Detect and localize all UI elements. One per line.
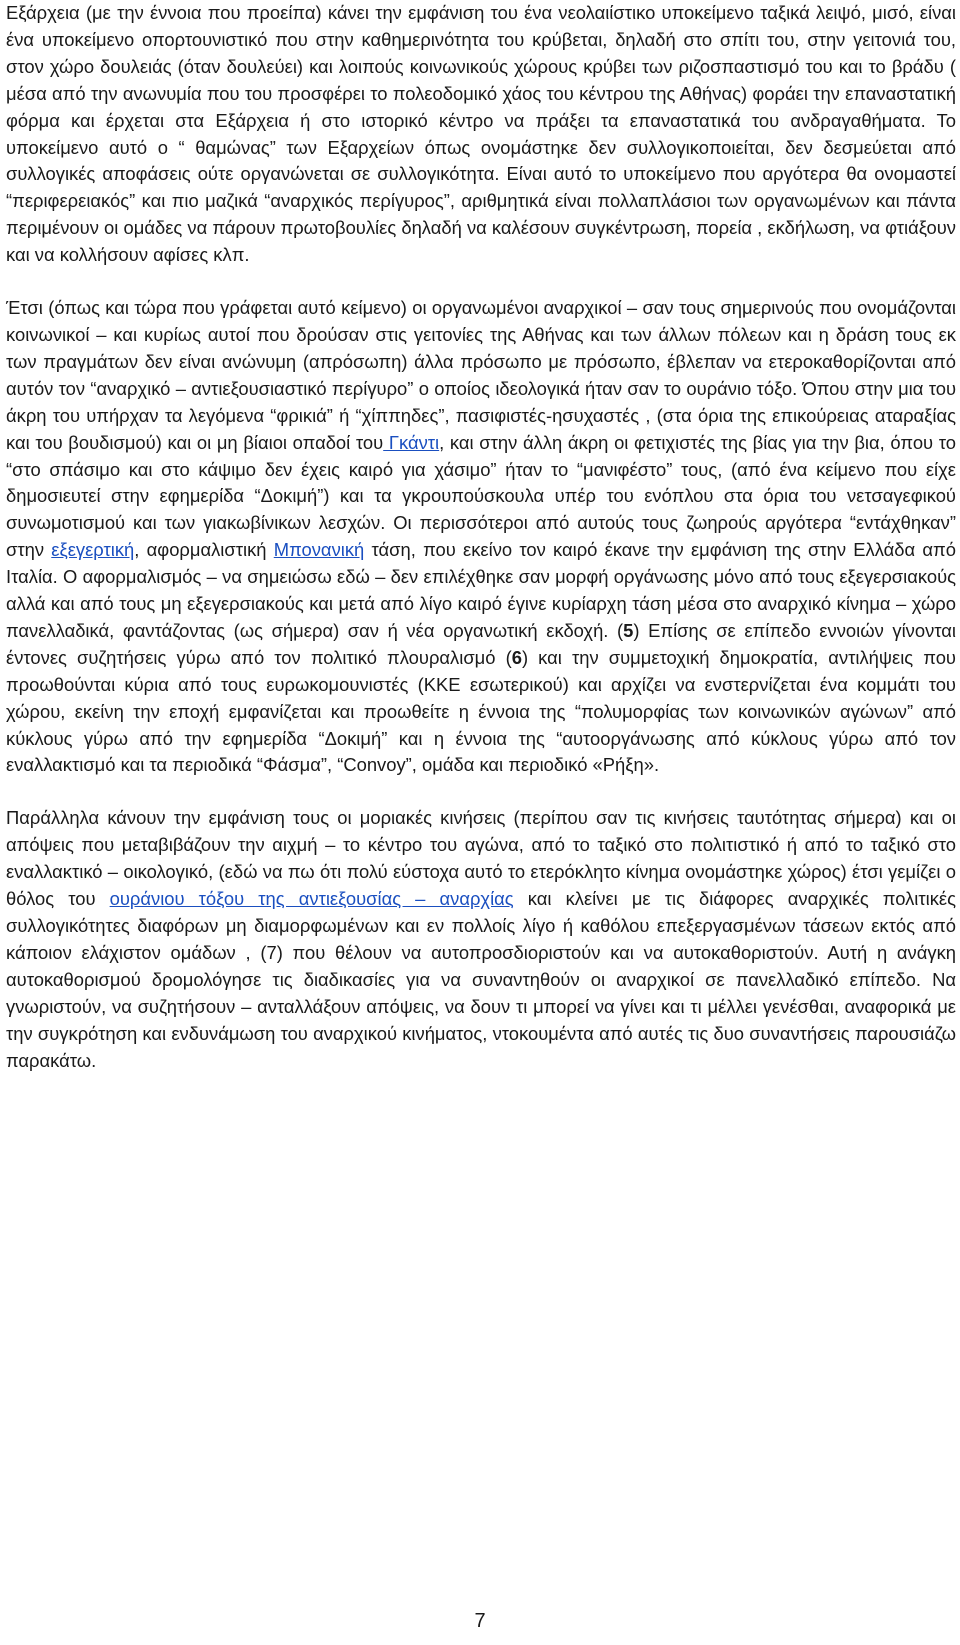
footnote-ref-5: 5 (623, 619, 634, 641)
paragraph-1 (6, 0, 956, 269)
link-rainbow-of-anti-authority[interactable]: ουράνιου τόξου της αντιεξουσίας – αναρχίας (109, 888, 514, 910)
paragraph-2-text-5: ) Επίσης σε επίπεδο εννοιών γίνονται έντονες συζητήσεις γύρω από τον πολιτικό πλουραλισμό ( (6, 619, 956, 668)
link-insurrectionist[interactable]: εξεγερτική (51, 539, 135, 561)
paragraph-2-text-1: Έτσι (όπως και τώρα που γράφεται αυτό κείμενο) οι οργανωμένοι αναρχικοί – σαν τους σημερινούς που ονομάζονται κοινωνικοί – και κυρίως αυτοί που δρούσαν στις γειτονίες της Αθήνας και των άλλων πόλεων και η δράση τους εκ των πραγμάτων δεν είναι ανώνυμη (απρόσωπη) άλλα πρόσωπο με πρόσωπο, έβλεπαν να ετεροκαθορίζονται από αυτόν τον “αναρχικό – αντιεξουσιαστικό περίγυρο” ο οποίος ιδεολογικά ήταν σαν το ουράνιο τόξο. Όπου στην μια του άκρη του υπήρχαν τα λεγόμενα “φρικιά” ή “χίππηδες”, πασιφιστές-ησυχαστές , (στα όρια της επικούρειας αταραξίας και του βουδισμού) και οι μη βίαιοι οπαδοί του (6, 297, 956, 453)
paragraph-3-text-2: και κλείνει με τις διάφορες αναρχικές πολιτικές συλλογικότητες διαφόρων μη διαμορφωμένων και εν πολλοίς λίγο ή καθόλου επεξεργασμένων τάσεων εκτός από κάποιον ελάχιστον ομάδων , (7) που θέλουν να αυτοπροσδιοριστούν και να αυτοκαθοριστούν. Αυτή η ανάγκη αυτοκαθορισμού δρομολόγησε τις διαδικασίες για να συναντηθούν οι αναρχικοί σε πανελλαδικό επίπεδο. Να γνωριστούν, να συζητήσουν – ανταλλάξουν απόψεις, να δουν τι μπορεί να γίνει και τι μέλλει γενέσθαι, αναφορικά με την συγκρότηση και ενδυνάμωση του αναρχικού κινήματος, ντοκουμέντα από αυτές τις δυο συναντήσεις παρουσιάζω παρακάτω. (6, 888, 956, 1071)
paragraph-2-text-4: τάση, που εκείνο τον καιρό έκανε την εμφάνιση της στην Ελλάδα από Ιταλία. Ο αφορμαλισμός – να σημειώσω εδώ – δεν επιλέχθηκε σαν μορφή οργάνωσης μόνο από τους εξεγερσιακούς αλλά και από τους μη εξεγερσιακούς και μετά από λίγο καιρό έγινε κυρίαρχη τάση μέσα στο αναρχικό κίνημα – χώρο πανελλαδικά, φαντάζοντας (ως σήμερα) σαν ή νέα οργανωτική εκδοχή. ( (6, 539, 956, 641)
page-number: 7 (474, 1610, 486, 1632)
paragraph-3 (6, 805, 956, 1074)
paragraph-2 (6, 295, 956, 779)
link-gandhi[interactable]: Γκάντι (383, 431, 440, 453)
paragraph-3-text-1: Παράλληλα κάνουν την εμφάνιση τους οι μοριακές κινήσεις (περίπου σαν τις κινήσεις ταυτότητας σήμερα) και οι απόψεις που μεταβιβάζουν την αιχμή – το κέντρο του αγώνα, από το ταξικό στο πολιτιστικό ή από το ταξικό στο εναλλακτικό – οικολογικό, (εδώ να πω ότι πολύ εύστοχα αυτό το ετερόκλητο κίνημα ονομάστηκε χώρος) έτσι γεμίζει ο θόλος του (6, 807, 956, 910)
document-page (6, 0, 956, 1074)
paragraph-1-text: Εξάρχεια (με την έννοια που προείπα) κάνει την εμφάνιση του ένα νεολαιίστικο υποκείμενο ταξικά λειψό, μισό, είναι ένα υποκείμενο οπορτουνιστικό που στην καθημερινότητα του κρύβεται, δηλαδή στο σπίτι του, στην γειτονιά του, στον χώρο δουλειάς (όταν δουλεύει) και λοιπούς κοινωνικούς χώρους κρύβει των ριζοσπαστισμό του και το βράδυ ( μέσα από την ανωνυμία που του προσφέρει το πολεοδομικό χάος του κέντρου της Αθήνας) φοράει την επαναστατική φόρμα και έρχεται στα Εξάρχεια ή στο ιστορικό κέντρο να πράξει τα επαναστατικά του ανδραγαθήματα. Το υποκείμενο αυτό ο “ θαμώνας” των Εξαρχείων όπως ονομάστηκε δεν συλλογικοποιείται, δεν δεσμεύεται από συλλογικές αποφάσεις ούτε οργανώνεται σε συλλογικότητα. Είναι αυτό το υποκείμενο που αργότερα θα ονομαστεί “περιφερειακός” και πιο μαζικά “αναρχικός περίγυρος”, αριθμητικά είναι πολλαπλάσιοι των οργανωμένων και πάντα περιμένουν οι ομάδες να πάρουν πρωτοβουλίες δηλαδή να καλέσουν συγκέντρωση, πορεία , εκδήλωση, να φτιάξουν και να κολλήσουν αφίσες κλπ. (6, 2, 956, 266)
paragraph-2-text-2: , και στην άλλη άκρη οι φετιχιστές της βίας για την βια, όπου το “στο σπάσιμο και στο κάψιμο δεν έχεις καιρό για χάσιμο” ήταν το “μανιφέστο” τους, (από ένα κείμενο που είχε δημοσιευτεί στην εφημερίδα “Δοκιμή”) και τα γκρουπούσκουλα υπέρ του ενόπλου στα όρια του νετσαγεφικού συνωμοτισμού και των γιακωβίνικων λεσχών. Οι περισσότεροι από αυτούς τους ζωηρούς αργότερα “εντάχθηκαν” στην (6, 431, 956, 561)
paragraph-2-text-6: ) και την συμμετοχική δημοκρατία, αντιλήψεις που προωθούνται κύρια από τους ευρωκομουνιστές (ΚΚΕ εσωτερικού) και αρχίζει να ενστερνίζεται ένα κομμάτι του χώρου, εκείνη την εποχή εμφανίζεται και προωθείτε η έννοια της “πολυμορφίας των κοινωνικών αγώνων” από κύκλους γύρω από την εφημερίδα “Δοκιμή” και η έννοια της “αυτοοργάνωσης από κύκλους γύρω από τον εναλλακτισμό και τα περιοδικά “Φάσμα”, “Convoy”, ομάδα και περιοδικό «Ρήξη». (6, 646, 956, 776)
paragraph-2-text-3: , αφορμαλιστική (134, 539, 267, 561)
link-bonanno[interactable]: Μπονανική (273, 539, 365, 561)
footnote-ref-6: 6 (511, 646, 522, 668)
